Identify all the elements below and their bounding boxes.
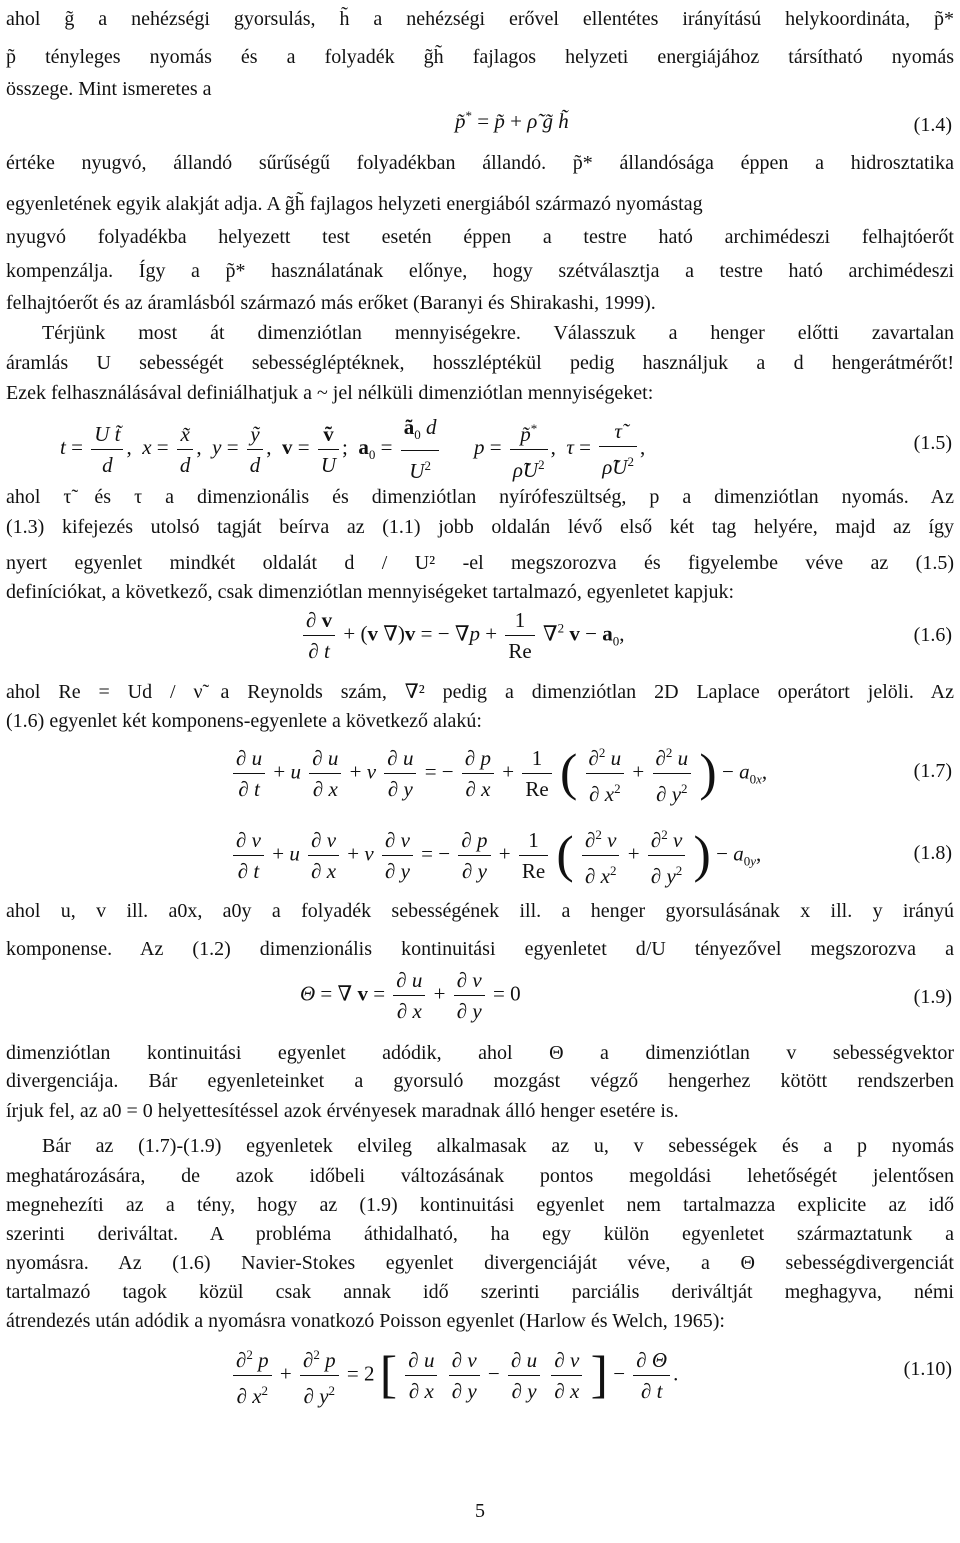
- page-number: 5: [475, 1500, 485, 1522]
- text-line: egyenletének egyik alakját adja. A g̃h̃ fajlagos helyzeti energiából származó nyomástag: [6, 193, 703, 215]
- equation-1-10: $\frac{\partial^2 p}{\partial x^2}$ + $\frac{\partial^2 p}{\partial y^2}$ = 2 [ $\frac{\partial u}{\partial x}$ $\frac{\partial v}{\partial y}$ − $\frac{\partial u}{\partial y}$ $\frac{\partial v}{\partial x}$ ] − $\frac{\partial \Theta}{\partial t}$ .: [230, 1340, 678, 1411]
- equation-number: (1.4): [913, 114, 952, 136]
- text-line: ahol Re = Ud / ν̃ a Reynolds szám, ∇² pedig a dimenziótlan 2D Laplace operátort jelöli. Az: [6, 681, 954, 703]
- text-line: felhajtóerőt és az áramlásból származó más erőket (Baranyi és Shirakashi, 1999).: [6, 292, 656, 314]
- text-line: összege. Mint ismeretes a: [6, 78, 212, 100]
- equation-1-4: p̃* = p̃ + ρ̃ g̃ h̃: [455, 108, 569, 133]
- text-line: nyomásra. Az (1.6) Navier-Stokes egyenlet divergenciáját véve, a Θ sebességdivergenciát: [6, 1252, 954, 1274]
- equation-number: (1.5): [913, 432, 952, 454]
- text-line: kompenzálja. Így a p̃* használatának előnye, hogy szétválasztja a testre ható archimédeszi: [6, 260, 954, 282]
- equation-number: (1.8): [913, 842, 952, 864]
- text-line: ahol τ̃ és τ a dimenzionális és dimenziótlan nyírófeszültség, p a dimenziótlan nyomás. Az: [6, 486, 954, 508]
- text-line: divergenciája. Bár egyenleteinket a gyorsuló mozgást végző hengerhez kötött rendszerben: [6, 1070, 954, 1092]
- text-line: p̃ tényleges nyomás és a folyadék g̃h̃ fajlagos helyzeti energiájához társítható nyomás: [6, 46, 954, 68]
- equation-1-6: $\frac{\partial v}{\partial t}$ + (v ∇)v = − ∇p + $\frac{1}{Re}$ ∇$^2$ $v - a_0$,: [300, 605, 624, 666]
- text-line: dimenziótlan kontinuitási egyenlet adódik, ahol Θ a dimenziótlan v sebességvektor: [6, 1042, 954, 1064]
- equation-number: (1.6): [913, 624, 952, 646]
- equation-1-7: $\frac{\partial u}{\partial t}$ + u $\frac{\partial u}{\partial x}$ + v $\frac{\partial u}{\partial y}$ = − $\frac{\partial p}{\partial x}$ + $\frac{1}{Re}$ ( $\frac{\partial^2 u}{\partial x^2}$ + $\frac{\partial^2 u}{\partial y^2}$ ) − $a_{0x}$,: [230, 738, 767, 809]
- text-line: komponense. Az (1.2) dimenzionális kontinuitási egyenletet d/U tényezővel megszorozva a: [6, 938, 954, 960]
- equation-1-9: Θ = ∇ v = $\frac{\partial u}{\partial x}$ + $\frac{\partial v}{\partial y}$ = 0: [300, 965, 521, 1026]
- text-line: átrendezés után adódik a nyomásra vonatkozó Poisson egyenlet (Harlow és Welch, 1965):: [6, 1310, 725, 1332]
- text-line: áramlás U sebességét sebességléptéknek, hosszléptékül pedig használjuk a d hengerátmérőt!: [6, 352, 954, 374]
- text-line: nyert egyenlet mindkét oldalát d / U² -el megszorozva és figyelembe véve az (1.5): [6, 552, 954, 574]
- text-line: Bár az (1.7)-(1.9) egyenletek elvileg alkalmasak az u, v sebességek és a p nyomás: [42, 1135, 954, 1157]
- text-line: definíciókat, a következő, csak dimenziótlan mennyiségeket tartalmazó, egyenletet kapjuk:: [6, 581, 735, 603]
- text-line: ahol g̃ a nehézségi gyorsulás, h̃ a nehézségi erővel ellentétes irányítású helykoordináta, p̃*: [6, 8, 954, 30]
- equation-1-5: t = $\frac{\text{U t̃}}{d}$ , x = $\frac{x̃}{d}$ , y = $\frac{\text{ỹ}}{d}$ , v = $\frac{\text{ṽ}}{U}$ ; $a_0$ = $\frac{ã_0 d}{U^2}$ p = $\frac{p̃^*}{\rhõU^2}$ , τ = $\frac{\taũ}{\rhõU^2}$ ,: [60, 412, 645, 486]
- text-line: nyugvó folyadékba helyezett test esetén éppen a testre ható archimédeszi felhajtóerőt: [6, 226, 954, 248]
- text-line: értéke nyugvó, állandó sűrűségű folyadékban állandó. p̃* állandósága éppen a hidrosztatika: [6, 152, 954, 174]
- text-line: tartalmazó tagok közül csak annak idő szerinti parciális deriváltját meghagyva, némi: [6, 1281, 954, 1303]
- equation-number: (1.9): [913, 986, 952, 1008]
- equation-number: (1.10): [903, 1358, 952, 1380]
- equation-number: (1.7): [913, 760, 952, 782]
- text-line: ahol u, v ill. a0x, a0y a folyadék sebességének ill. a henger gyorsulásának x ill. y irányú: [6, 900, 954, 922]
- text-line: (1.3) kifejezés utolsó tagját beírva az (1.1) jobb oldalán lévő első két tag helyére, majd az így: [6, 516, 954, 538]
- text-line: meghatározására, de azok időbeli változásának pontos megoldási lehetőségét jelentősen: [6, 1165, 954, 1187]
- text-line: (1.6) egyenlet két komponens-egyenlete a következő alakú:: [6, 710, 482, 732]
- text-line: Ezek felhasználásával definiálhatjuk a ~ jel nélküli dimenziótlan mennyiségeket:: [6, 382, 654, 404]
- equation-1-8: $\frac{\partial v}{\partial t}$ + u $\frac{\partial v}{\partial x}$ + v $\frac{\partial v}{\partial y}$ = − $\frac{\partial p}{\partial y}$ + $\frac{1}{Re}$ ( $\frac{\partial^2 v}{\partial x^2}$ + $\frac{\partial^2 v}{\partial y^2}$ ) − $a_{0y}$,: [230, 820, 761, 891]
- text-line: Térjünk most át dimenziótlan mennyiségekre. Válasszuk a henger előtti zavartalan: [42, 322, 954, 344]
- text-line: megnehezíti az a tény, hogy az (1.9) kontinuitási egyenlet nem tartalmazza explicite az idő: [6, 1194, 954, 1216]
- text-line: szerinti deriváltat. A probléma áthidalható, ha egy külön egyenletet származtatunk a: [6, 1223, 954, 1245]
- text-line: írjuk fel, az a0 = 0 helyettesítéssel azok érvényesek maradnak álló henger esetére is.: [6, 1100, 679, 1122]
